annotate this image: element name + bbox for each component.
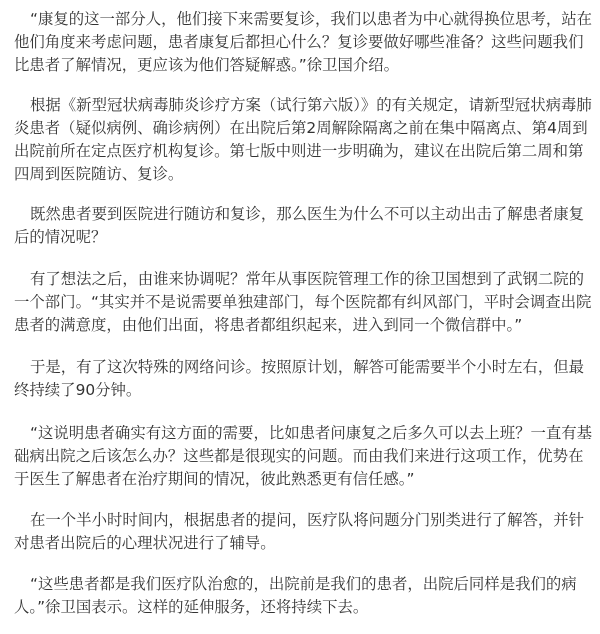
article-paragraph: “这说明患者确实有这方面的需要，比如患者问康复之后多久可以去上班？一直有基础病出院之后该怎么办？这些都是很现实的问题。而由我们来进行这项工作，优势在于医生了解患者在治疗期间的情况，彼此熟悉更有信任感。” [14,424,593,488]
article-paragraph: 于是，有了这次特殊的网络问诊。按照原计划，解答可能需要半个小时左右，但最终持续了90分钟。 [14,358,585,399]
article-paragraph: 在一个半小时时间内，根据患者的提问，医疗队将问题分门别类进行了解答，并针对患者出院后的心理状况进行了辅导。 [14,511,585,552]
article-paragraph: “这些患者都是我们医疗队治愈的，出院前是我们的患者，出院后同样是我们的病人。”徐卫国表示。这样的延伸服务，还将持续下去。 [14,575,577,616]
article-paragraph: 有了想法之后，由谁来协调呢？常年从事医院管理工作的徐卫国想到了武钢二院的一个部门。“其实并不是说需要单独建部门，每个医院都有纠风部门，平时会调查出院患者的满意度，由他们出面，将患者都组织起来，进入到同一个微信群中。” [14,270,592,334]
article-paragraph: 既然患者要到医院进行随访和复诊，那么医生为什么不可以主动出击了解患者康复后的情况呢？ [14,205,585,246]
article-paragraph: “康复的这一部分人，他们接下来需要复诊，我们以患者为中心就得换位思考，站在他们角度来考虑问题，患者康复后都担心什么？复诊要做好哪些准备？这些问题我们比患者了解情况，更应该为他们答疑解惑。”徐卫国介绍。 [14,10,593,74]
article-paragraph: 根据《新型冠状病毒肺炎诊疗方案（试行第六版）》的有关规定，请新型冠状病毒肺炎患者（疑似病例、确诊病例）在出院后第2周解除隔离之前在集中隔离点、第4周到出院前所在定点医疗机构复诊。第七版中则进一步明确为，建议在出院后第二周和第四周到医院随访、复诊。 [14,96,592,183]
